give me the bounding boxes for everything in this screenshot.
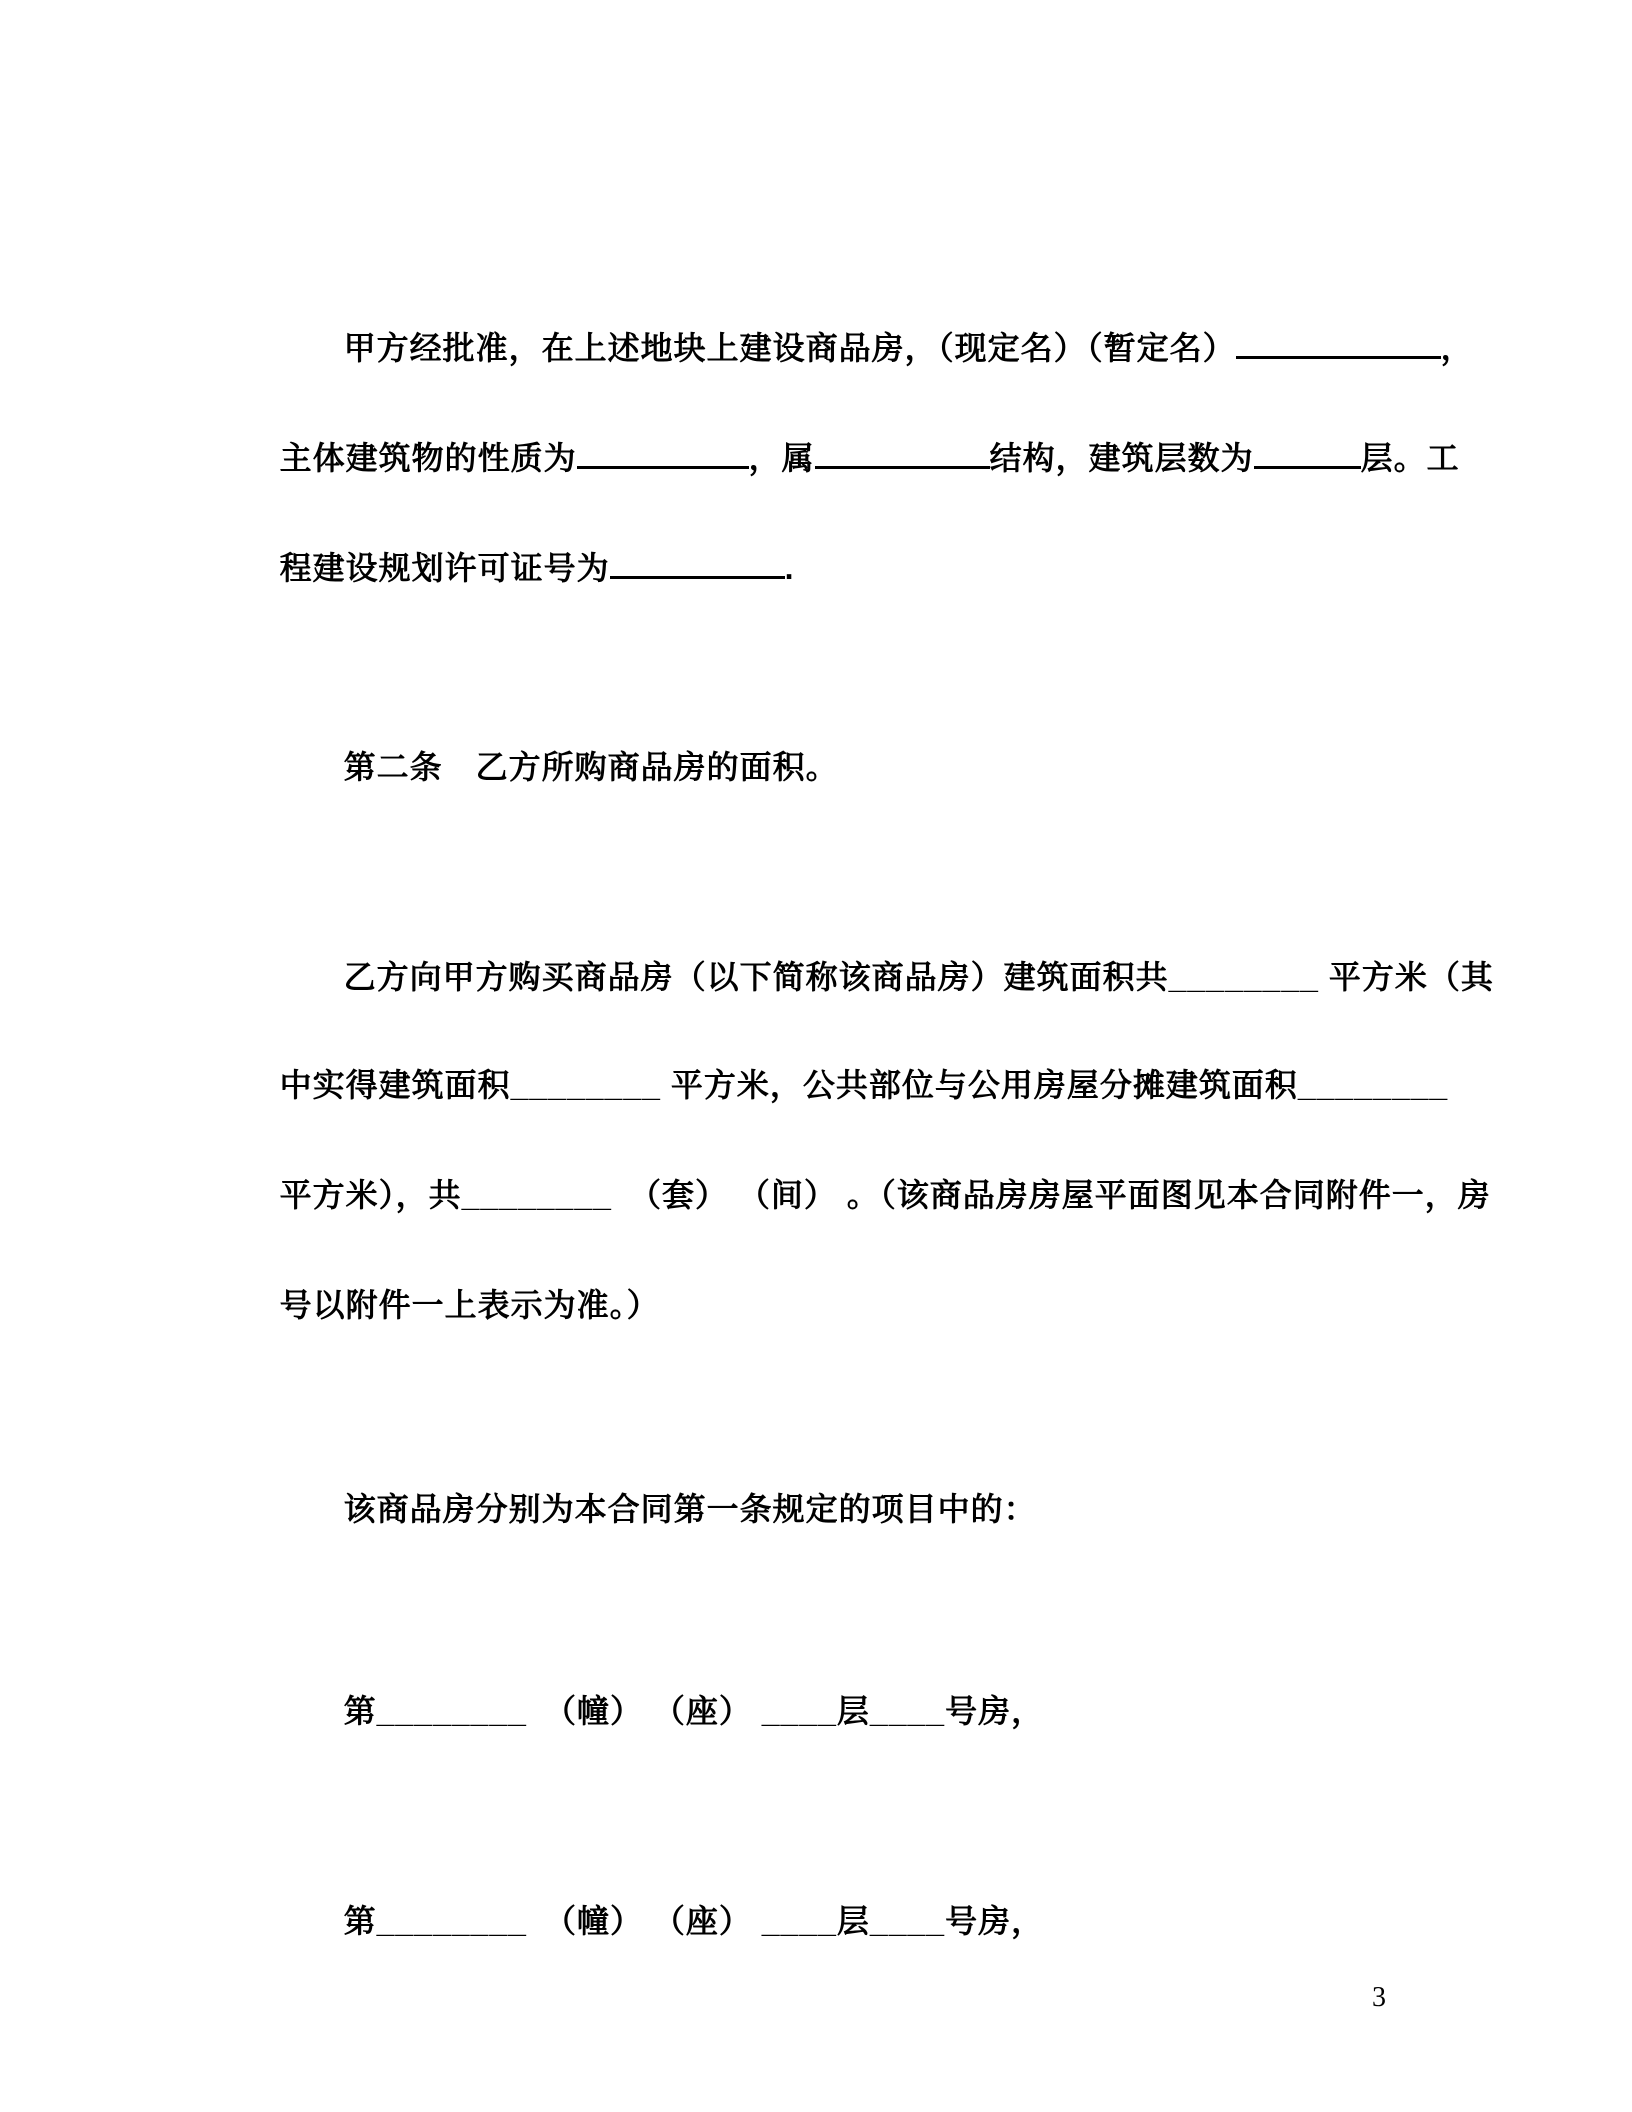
line-text: 号以附件一上表示为准。） bbox=[279, 1287, 660, 1324]
doc-line-2 bbox=[240, 396, 1460, 516]
line-text: ， bbox=[1440, 330, 1474, 367]
fill-in-blank bbox=[610, 544, 785, 579]
line-text: 程建设规划许可证号为 bbox=[279, 550, 610, 587]
fill-in-blank bbox=[577, 434, 749, 469]
doc-line-7 bbox=[240, 1138, 1491, 1253]
fill-in-blank bbox=[815, 434, 990, 469]
line-text: 第________ （幢） （座） ____层____号房， bbox=[343, 1693, 1045, 1730]
line-text: 结构，建筑层数为 bbox=[989, 440, 1254, 477]
doc-line-6 bbox=[240, 1028, 1448, 1143]
line-text: . bbox=[784, 550, 795, 587]
line-text: 第________ （幢） （座） ____层____号房， bbox=[343, 1903, 1045, 1940]
line-text: 层。工 bbox=[1360, 440, 1460, 477]
doc-line-4-article-2-heading bbox=[304, 710, 839, 825]
doc-line-10-unit-entry bbox=[304, 1654, 1044, 1769]
doc-line-3 bbox=[240, 506, 794, 626]
fill-in-blank bbox=[1236, 324, 1441, 359]
line-text: 主体建筑物的性质为 bbox=[279, 440, 577, 477]
line-text: 该商品房分别为本合同第一条规定的项目中的： bbox=[343, 1491, 1037, 1528]
line-text: 中实得建筑面积________ 平方米，公共部位与公用房屋分摊建筑面积________ bbox=[279, 1067, 1449, 1104]
doc-line-11-unit-entry bbox=[304, 1864, 1044, 1979]
line-text: 第二条 乙方所购商品房的面积。 bbox=[343, 749, 839, 786]
line-text: 甲方经批准，在上述地块上建设商品房，（现定名）（暂定名） bbox=[343, 330, 1236, 367]
line-text: 乙方向甲方购买商品房（以下简称该商品房）建筑面积共________ 平方米（其 bbox=[343, 959, 1494, 996]
fill-in-blank bbox=[1254, 434, 1361, 469]
line-text: 平方米），共________ （套） （间） 。（该商品房房屋平面图见本合同附件一，房 bbox=[279, 1177, 1491, 1214]
doc-line-5 bbox=[304, 920, 1494, 1035]
doc-line-9 bbox=[304, 1452, 1037, 1567]
page-number: 3 bbox=[1372, 1982, 1386, 2013]
doc-line-1 bbox=[304, 286, 1474, 406]
line-text: ，属 bbox=[748, 440, 815, 477]
doc-line-8 bbox=[240, 1248, 660, 1363]
